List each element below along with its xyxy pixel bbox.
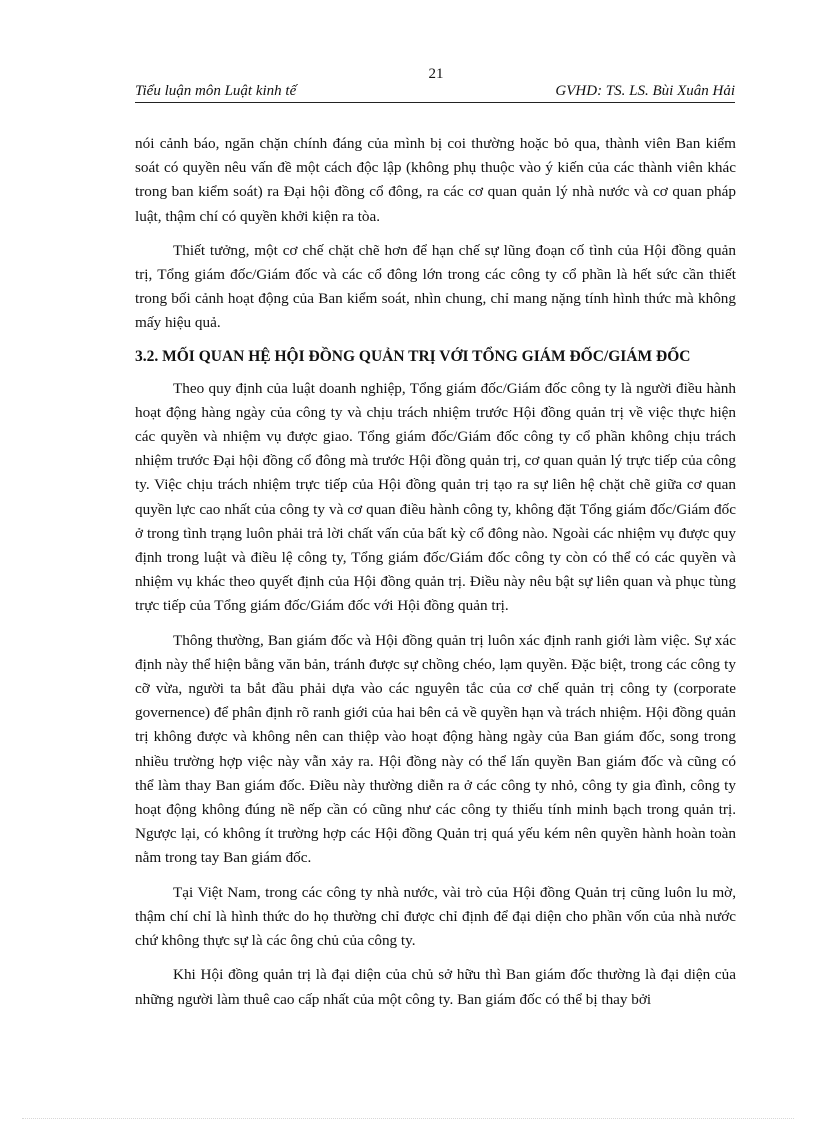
paragraph-2: Thiết tưởng, một cơ chế chặt chẽ hơn để hạn chế sự lũng đoạn cố tình của Hội đồng quản trị, Tổng giám đốc/Giám đốc và các cổ đông lớn trong các công ty cổ phần là hết sức cần thiết trong bối cảnh hoạt động của Ban kiểm soát, nhìn chung, chỉ mang nặng tính hình thức mà không mấy hiệu quả.: [135, 241, 736, 332]
paragraph-4: Thông thường, Ban giám đốc và Hội đồng quản trị luôn xác định ranh giới làm việc. Sự xác định này thể hiện bằng văn bản, tránh được sự chồng chéo, lạm quyền. Đặc biệt, trong các công ty cỡ vừa, người ta bắt đầu phải dựa vào các nguyên tắc của cơ chế quản trị công ty (corporate governence) để phân định rõ ranh giới của hai bên cả về quyền hạn và trách nhiệm. Hội đồng quản trị không được và không nên can thiệp vào hoạt động hàng ngày của Ban giám đốc, song trong nhiều trường hợp việc này vẫn xảy ra. Hội đồng này có thể lấn quyền Ban giám đốc và cũng có thể làm thay Ban giám đốc. Điều này thường diễn ra ở các công ty nhỏ, công ty gia đình, công ty hoạt động không đúng nề nếp cần có cũng như các công ty thiếu tính minh bạch trong quản trị. Ngược lại, có không ít trường hợp các Hội đồng Quản trị quá yếu kém nên quyền hành hoàn toàn nằm trong tay Ban giám đốc.: [135, 631, 736, 867]
page-number: 21: [428, 66, 444, 82]
running-header: [135, 82, 735, 103]
header-instructor: GVHD: TS. LS. Bùi Xuân Hải: [555, 83, 735, 99]
header-course-title: Tiểu luận môn Luật kinh tế: [135, 83, 297, 99]
paragraph-5: Tại Việt Nam, trong các công ty nhà nước, vài trò của Hội đồng Quản trị cũng luôn lu mờ, thậm chí chỉ là hình thức do họ thường chỉ được chỉ định để đại diện cho phần vốn của nhà nước chứ không thực sự là các ông chủ của công ty.: [135, 883, 736, 950]
section-heading: 3.2. MỐI QUAN HỆ HỘI ĐỒNG QUẢN TRỊ VỚI TỔNG GIÁM ĐỐC/GIÁM ĐỐC: [135, 347, 691, 365]
footer-divider: [22, 1118, 794, 1119]
paragraph-1: nói cảnh báo, ngăn chặn chính đáng của mình bị coi thường hoặc bỏ qua, thành viên Ban kiểm soát có quyền nêu vấn đề một cách độc lập (không phụ thuộc vào ý kiến của các thành viên khác trong ban kiểm soát) ra Đại hội đồng cổ đông, ra các cơ quan quản lý nhà nước và cơ quan pháp luật, thậm chí có quyền khởi kiện ra tòa.: [135, 135, 736, 225]
paragraph-3: Theo quy định của luật doanh nghiệp, Tổng giám đốc/Giám đốc công ty là người điều hành hoạt động hàng ngày của công ty và chịu trách nhiệm trước Hội đồng quản trị về việc thực hiện các quyền và nhiệm vụ được giao. Tổng giám đốc/Giám đốc công ty cổ phần không chịu trách nhiệm trước Đại hội đồng cổ đông mà trước Hội đồng quản trị, cơ quan quản lý trực tiếp của công ty. Việc chịu trách nhiệm trực tiếp của Hội đồng quản trị tạo ra sự liên hệ chặt chẽ giữa cơ quan quyền lực cao nhất của công ty và cơ quan điều hành công ty, không đặt Tổng giám đốc/Giám đốc ở trong tình trạng luôn phải trả lời chất vấn của bất kỳ cổ đông nào. Ngoài các nhiệm vụ được quy định trong luật và điều lệ công ty, Tổng giám đốc/Giám đốc công ty còn có thể có các quyền và nhiệm vụ khác theo quyết định của Hội đồng quản trị. Điều này nêu bật sự liên quan và phục tùng trực tiếp của Tổng giám đốc/Giám đốc với Hội đồng quản trị.: [135, 379, 736, 615]
paragraph-6: Khi Hội đồng quản trị là đại diện của chủ sở hữu thì Ban giám đốc thường là đại diện của những người làm thuê cao cấp nhất của một công ty. Ban giám đốc có thể bị thay bởi: [135, 966, 736, 1008]
document-body: [135, 132, 736, 1022]
